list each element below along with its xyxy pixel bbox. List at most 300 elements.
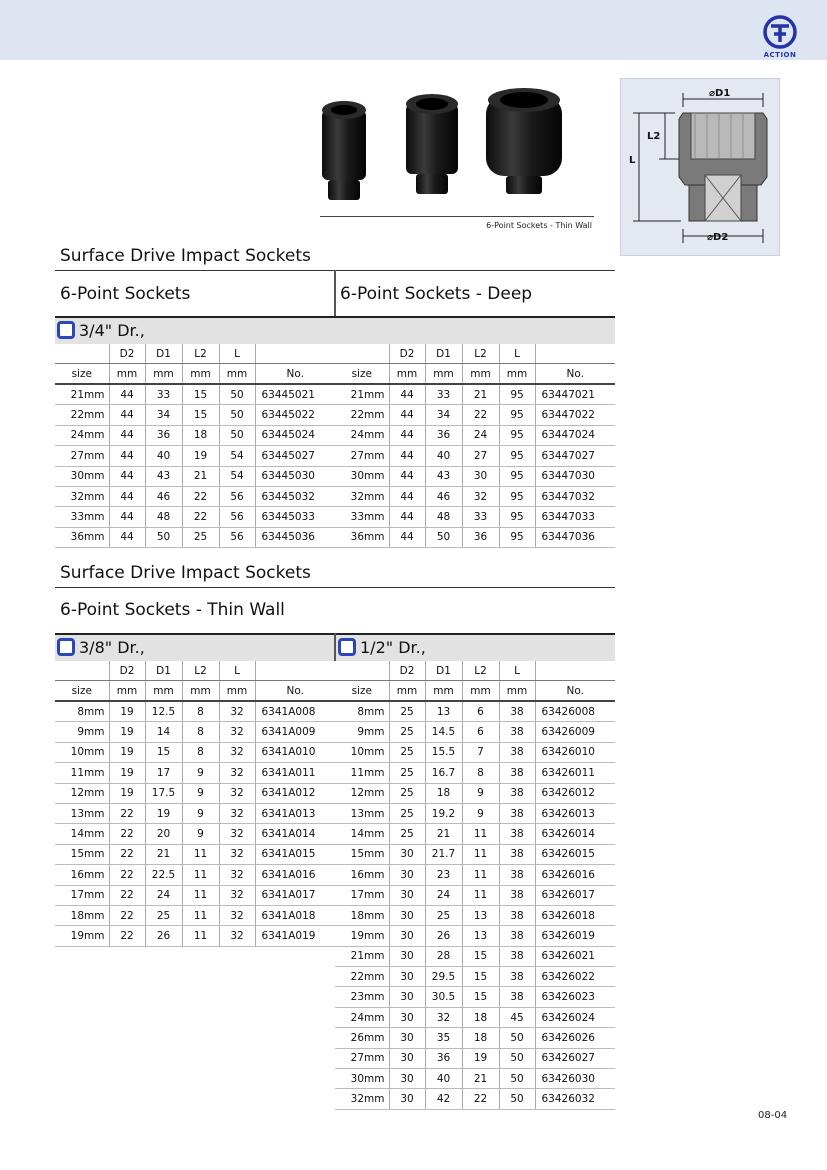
l2-cell: 11 [182, 844, 219, 864]
d1-cell: 42 [425, 1089, 462, 1109]
part-number-cell: 63426019 [535, 926, 615, 946]
part-number-cell: 63445030 [255, 466, 335, 486]
part-number-cell: 63445024 [255, 425, 335, 445]
size-cell: 14mm [335, 824, 389, 844]
size-cell: 8mm [335, 701, 389, 722]
column-header: D2 [109, 344, 145, 364]
table-row [55, 527, 335, 547]
table-row [55, 425, 335, 445]
l2-cell: 11 [462, 865, 499, 885]
l-cell: 32 [219, 783, 255, 803]
d2-cell: 30 [389, 1069, 425, 1089]
l-cell: 95 [499, 486, 535, 506]
size-cell: 32mm [335, 1089, 389, 1109]
column-header [335, 661, 389, 681]
l2-cell: 32 [462, 486, 499, 506]
d2-cell: 30 [389, 946, 425, 966]
part-number-cell: 6341A013 [255, 803, 335, 823]
photo-divider [320, 216, 594, 217]
table-row [55, 405, 335, 425]
l2-cell: 8 [182, 701, 219, 722]
d2-cell: 44 [389, 466, 425, 486]
l2-cell: 19 [182, 446, 219, 466]
table-row [335, 946, 615, 966]
l2-cell: 36 [462, 527, 499, 547]
l-cell: 32 [219, 803, 255, 823]
l-cell: 38 [499, 783, 535, 803]
size-cell: 22mm [335, 405, 389, 425]
l2-cell: 11 [462, 885, 499, 905]
table-row [335, 783, 615, 803]
d2-cell: 44 [389, 384, 425, 405]
size-cell: 36mm [335, 527, 389, 547]
column-header: size [55, 681, 109, 702]
column-header: D1 [145, 344, 182, 364]
d1-cell: 26 [425, 926, 462, 946]
column-header [535, 344, 615, 364]
d2-cell: 30 [389, 926, 425, 946]
section2-subtitle: 6-Point Sockets - Thin Wall [60, 600, 285, 620]
d1-cell: 20 [145, 824, 182, 844]
size-cell: 9mm [55, 722, 109, 742]
column-header: L2 [462, 661, 499, 681]
l-cell: 38 [499, 905, 535, 925]
size-cell: 10mm [55, 742, 109, 762]
part-number-cell: 6341A018 [255, 905, 335, 925]
d1-cell: 25 [425, 905, 462, 925]
column-header: L2 [462, 344, 499, 364]
section2-title: Surface Drive Impact Sockets [60, 563, 311, 583]
part-number-cell: 63426032 [535, 1089, 615, 1109]
table-row [335, 905, 615, 925]
d2-cell: 22 [109, 865, 145, 885]
d1-cell: 28 [425, 946, 462, 966]
table-row [55, 885, 335, 905]
d1-cell: 12.5 [145, 701, 182, 722]
d1-cell: 17 [145, 763, 182, 783]
l-cell: 32 [219, 885, 255, 905]
d2-cell: 30 [389, 844, 425, 864]
d2-cell: 44 [109, 384, 145, 405]
l2-cell: 11 [182, 885, 219, 905]
brand-logo-icon [758, 14, 802, 54]
l2-cell: 9 [462, 803, 499, 823]
table-row [335, 1089, 615, 1109]
table-row [55, 763, 335, 783]
l-cell: 95 [499, 425, 535, 445]
l2-cell: 21 [462, 384, 499, 405]
l-cell: 50 [499, 1048, 535, 1068]
size-cell: 21mm [55, 384, 109, 405]
l-cell: 38 [499, 763, 535, 783]
diagram-d2-label: ⌀D2 [707, 232, 729, 243]
l2-cell: 27 [462, 446, 499, 466]
column-header [335, 344, 389, 364]
d1-cell: 34 [145, 405, 182, 425]
table-row [55, 905, 335, 925]
l2-cell: 19 [462, 1048, 499, 1068]
table-row [335, 701, 615, 722]
l2-cell: 22 [182, 507, 219, 527]
size-cell: 36mm [55, 527, 109, 547]
size-cell: 16mm [55, 865, 109, 885]
part-number-cell: 63447024 [535, 425, 615, 445]
l2-cell: 9 [182, 824, 219, 844]
part-number-cell: 63447027 [535, 446, 615, 466]
table-3-4-dr-6-point-deep [335, 344, 615, 548]
table-row [55, 742, 335, 762]
d1-cell: 50 [145, 527, 182, 547]
header-row-dimensions [335, 661, 615, 681]
column-header: mm [145, 681, 182, 702]
size-cell: 30mm [335, 466, 389, 486]
d2-cell: 22 [109, 803, 145, 823]
d2-cell: 30 [389, 1089, 425, 1109]
l2-cell: 15 [182, 384, 219, 405]
part-number-cell: 6341A015 [255, 844, 335, 864]
l2-cell: 15 [182, 405, 219, 425]
column-header: No. [535, 681, 615, 702]
l2-cell: 30 [462, 466, 499, 486]
part-number-cell: 63426018 [535, 905, 615, 925]
l-cell: 50 [499, 1069, 535, 1089]
size-cell: 33mm [55, 507, 109, 527]
l2-cell: 18 [462, 1007, 499, 1027]
size-cell: 16mm [335, 865, 389, 885]
diagram-d1-label: ⌀D1 [709, 88, 731, 99]
d1-cell: 43 [145, 466, 182, 486]
d1-cell: 29.5 [425, 967, 462, 987]
d2-cell: 30 [389, 987, 425, 1007]
size-cell: 12mm [335, 783, 389, 803]
d2-cell: 30 [389, 1028, 425, 1048]
header-row-dimensions [335, 344, 615, 364]
size-cell: 24mm [55, 425, 109, 445]
column-header: L [219, 344, 255, 364]
table-row [335, 865, 615, 885]
l-cell: 32 [219, 865, 255, 885]
l-cell: 38 [499, 722, 535, 742]
size-cell: 17mm [55, 885, 109, 905]
size-cell: 21mm [335, 384, 389, 405]
size-cell: 32mm [55, 486, 109, 506]
drive-label-1-2 [338, 635, 426, 659]
d2-cell: 30 [389, 885, 425, 905]
column-header: mm [499, 364, 535, 385]
d1-cell: 24 [425, 885, 462, 905]
part-number-cell: 6341A016 [255, 865, 335, 885]
l2-cell: 13 [462, 905, 499, 925]
part-number-cell: 6341A014 [255, 824, 335, 844]
l-cell: 95 [499, 446, 535, 466]
part-number-cell: 6341A010 [255, 742, 335, 762]
size-cell: 12mm [55, 783, 109, 803]
part-number-cell: 6341A012 [255, 783, 335, 803]
l-cell: 50 [219, 425, 255, 445]
l-cell: 50 [219, 384, 255, 405]
l-cell: 56 [219, 486, 255, 506]
l-cell: 50 [499, 1028, 535, 1048]
drive-text-1-2: 1/2" Dr., [360, 637, 426, 657]
drive-label-3-4 [57, 318, 145, 342]
column-header: L [219, 661, 255, 681]
table-row [335, 486, 615, 506]
sockets-photo [320, 82, 595, 217]
page-number: 08-04 [758, 1110, 788, 1121]
l-cell: 95 [499, 466, 535, 486]
drive-text-3-8: 3/8" Dr., [79, 637, 145, 657]
part-number-cell: 63426027 [535, 1048, 615, 1068]
table-row [55, 824, 335, 844]
table-row [335, 844, 615, 864]
d2-cell: 44 [389, 446, 425, 466]
header-row-dimensions [55, 344, 335, 364]
l2-cell: 8 [182, 742, 219, 762]
d1-cell: 48 [145, 507, 182, 527]
part-number-cell: 63447030 [535, 466, 615, 486]
l-cell: 38 [499, 987, 535, 1007]
d1-cell: 22.5 [145, 865, 182, 885]
l-cell: 50 [219, 405, 255, 425]
l-cell: 32 [219, 844, 255, 864]
header-row-dimensions [55, 661, 335, 681]
l2-cell: 21 [182, 466, 219, 486]
column-header: D1 [425, 661, 462, 681]
l2-cell: 33 [462, 507, 499, 527]
column-header: D1 [425, 344, 462, 364]
l-cell: 38 [499, 865, 535, 885]
l2-cell: 6 [462, 701, 499, 722]
l2-cell: 21 [462, 1069, 499, 1089]
l-cell: 54 [219, 466, 255, 486]
l-cell: 38 [499, 946, 535, 966]
d1-cell: 32 [425, 1007, 462, 1027]
d1-cell: 19 [145, 803, 182, 823]
d1-cell: 14 [145, 722, 182, 742]
size-cell: 23mm [335, 987, 389, 1007]
column-header [55, 661, 109, 681]
table-row [335, 987, 615, 1007]
l-cell: 32 [219, 905, 255, 925]
d2-cell: 22 [109, 824, 145, 844]
l2-cell: 22 [462, 405, 499, 425]
l2-cell: 8 [182, 722, 219, 742]
brand-logo-text: ACTION [763, 51, 797, 59]
d1-cell: 34 [425, 405, 462, 425]
column-header: L2 [182, 344, 219, 364]
l-cell: 56 [219, 527, 255, 547]
d1-cell: 33 [145, 384, 182, 405]
part-number-cell: 63426011 [535, 763, 615, 783]
column-header: mm [462, 364, 499, 385]
size-cell: 14mm [55, 824, 109, 844]
table-row [335, 1048, 615, 1068]
table-row [55, 466, 335, 486]
l-cell: 95 [499, 384, 535, 405]
part-number-cell: 63445033 [255, 507, 335, 527]
d1-cell: 26 [145, 926, 182, 946]
table-row [335, 967, 615, 987]
d2-cell: 30 [389, 1007, 425, 1027]
d2-cell: 19 [109, 763, 145, 783]
d1-cell: 50 [425, 527, 462, 547]
d1-cell: 46 [425, 486, 462, 506]
d2-cell: 19 [109, 742, 145, 762]
part-number-cell: 6341A009 [255, 722, 335, 742]
d2-cell: 44 [389, 405, 425, 425]
d2-cell: 44 [109, 466, 145, 486]
part-number-cell: 63426021 [535, 946, 615, 966]
l2-cell: 11 [462, 824, 499, 844]
d1-cell: 16.7 [425, 763, 462, 783]
table-row [335, 507, 615, 527]
size-cell: 11mm [335, 763, 389, 783]
l2-cell: 22 [182, 486, 219, 506]
d1-cell: 15 [145, 742, 182, 762]
d2-cell: 22 [109, 926, 145, 946]
d2-cell: 25 [389, 803, 425, 823]
l2-cell: 7 [462, 742, 499, 762]
l-cell: 38 [499, 824, 535, 844]
table-row [55, 446, 335, 466]
l-cell: 45 [499, 1007, 535, 1027]
column-header: D1 [145, 661, 182, 681]
table-row [55, 926, 335, 946]
l2-cell: 13 [462, 926, 499, 946]
column-header [535, 661, 615, 681]
size-cell: 8mm [55, 701, 109, 722]
part-number-cell: 63445036 [255, 527, 335, 547]
d2-cell: 44 [389, 507, 425, 527]
size-cell: 18mm [335, 905, 389, 925]
table-row [335, 446, 615, 466]
l2-cell: 24 [462, 425, 499, 445]
column-header [255, 344, 335, 364]
drive-text-3-4: 3/4" Dr., [79, 320, 145, 340]
size-cell: 13mm [335, 803, 389, 823]
socket-diagram-drawing [621, 79, 779, 255]
d2-cell: 30 [389, 967, 425, 987]
l-cell: 32 [219, 701, 255, 722]
l2-cell: 11 [182, 926, 219, 946]
table-row [55, 507, 335, 527]
socket-dimension-diagram [620, 78, 780, 256]
table-row [55, 844, 335, 864]
l-cell: 95 [499, 527, 535, 547]
column-header [255, 661, 335, 681]
d1-cell: 13 [425, 701, 462, 722]
size-cell: 17mm [335, 885, 389, 905]
size-cell: 27mm [55, 446, 109, 466]
l-cell: 38 [499, 926, 535, 946]
column-header: mm [219, 364, 255, 385]
d2-cell: 30 [389, 865, 425, 885]
header-row-units [55, 681, 335, 702]
d1-cell: 36 [425, 425, 462, 445]
d1-cell: 21 [425, 824, 462, 844]
column-header: D2 [389, 661, 425, 681]
column-header: L [499, 661, 535, 681]
l2-cell: 18 [182, 425, 219, 445]
column-header: No. [255, 364, 335, 385]
table-row [335, 763, 615, 783]
table-row [55, 865, 335, 885]
part-number-cell: 63426017 [535, 885, 615, 905]
column-header: mm [109, 681, 145, 702]
l2-cell: 6 [462, 722, 499, 742]
l-cell: 32 [219, 742, 255, 762]
drive-square-icon [338, 638, 356, 656]
l-cell: 32 [219, 926, 255, 946]
d2-cell: 44 [389, 527, 425, 547]
l-cell: 32 [219, 824, 255, 844]
d1-cell: 40 [425, 1069, 462, 1089]
l-cell: 50 [499, 1089, 535, 1109]
table-row [335, 1028, 615, 1048]
part-number-cell: 63447022 [535, 405, 615, 425]
d2-cell: 25 [389, 824, 425, 844]
l-cell: 38 [499, 701, 535, 722]
size-cell: 15mm [335, 844, 389, 864]
l2-cell: 11 [182, 905, 219, 925]
table-row [335, 885, 615, 905]
column-header: No. [535, 364, 615, 385]
column-header: mm [425, 681, 462, 702]
column-header: mm [145, 364, 182, 385]
d1-cell: 35 [425, 1028, 462, 1048]
table-row [335, 926, 615, 946]
column-header: size [335, 364, 389, 385]
d2-cell: 19 [109, 701, 145, 722]
d2-cell: 25 [389, 701, 425, 722]
table-row [55, 803, 335, 823]
d2-cell: 19 [109, 783, 145, 803]
header-row-units [335, 681, 615, 702]
d2-cell: 22 [109, 844, 145, 864]
table-row [335, 466, 615, 486]
d2-cell: 22 [109, 885, 145, 905]
size-cell: 19mm [55, 926, 109, 946]
d1-cell: 40 [425, 446, 462, 466]
table-row [55, 701, 335, 722]
d1-cell: 33 [425, 384, 462, 405]
drive-square-icon [57, 638, 75, 656]
size-cell: 13mm [55, 803, 109, 823]
part-number-cell: 63426013 [535, 803, 615, 823]
table-row [335, 384, 615, 405]
section1-title: Surface Drive Impact Sockets [60, 246, 311, 266]
d2-cell: 44 [109, 527, 145, 547]
table-row [55, 783, 335, 803]
l-cell: 38 [499, 742, 535, 762]
drive-square-icon [57, 321, 75, 339]
d2-cell: 25 [389, 722, 425, 742]
table-row [55, 486, 335, 506]
l2-cell: 25 [182, 527, 219, 547]
d2-cell: 30 [389, 905, 425, 925]
d1-cell: 24 [145, 885, 182, 905]
l2-cell: 9 [182, 803, 219, 823]
d2-cell: 25 [389, 783, 425, 803]
l-cell: 32 [219, 763, 255, 783]
l-cell: 54 [219, 446, 255, 466]
table-row [55, 384, 335, 405]
table-row [335, 722, 615, 742]
column-header: mm [219, 681, 255, 702]
section1-title-divider [334, 270, 336, 316]
table-row [335, 742, 615, 762]
d1-cell: 30.5 [425, 987, 462, 1007]
